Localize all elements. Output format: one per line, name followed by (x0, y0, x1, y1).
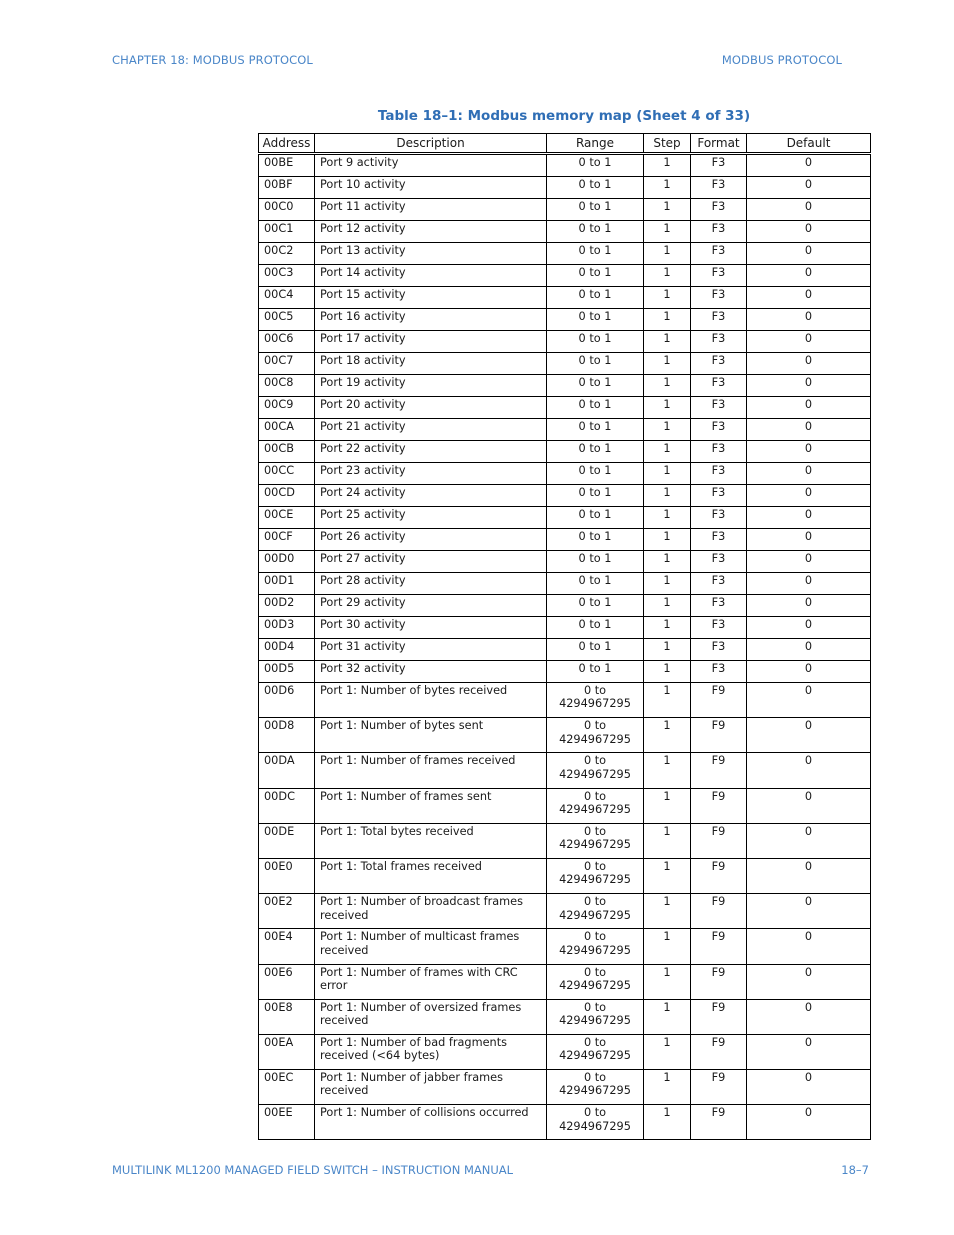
cell-description: Port 24 activity (315, 485, 547, 507)
cell-address: 00E6 (259, 964, 315, 999)
cell-default: 0 (747, 1070, 871, 1105)
cell-address: 00EA (259, 1034, 315, 1069)
cell-format: F3 (691, 595, 747, 617)
cell-address: 00E2 (259, 894, 315, 929)
column-header-step: Step (644, 134, 691, 154)
cell-description: Port 1: Number of jabber frames received (315, 1070, 547, 1105)
table-row (259, 199, 871, 221)
table-row (259, 964, 871, 999)
table-row (259, 1105, 871, 1140)
cell-range: 0 to 1 (547, 375, 644, 397)
cell-range: 0 to 4294967295 (547, 683, 644, 718)
running-header-chapter: CHAPTER 18: MODBUS PROTOCOL (112, 53, 313, 67)
cell-default: 0 (747, 154, 871, 177)
cell-description: Port 14 activity (315, 265, 547, 287)
cell-address: 00EE (259, 1105, 315, 1140)
cell-default: 0 (747, 999, 871, 1034)
table-row (259, 265, 871, 287)
cell-address: 00C0 (259, 199, 315, 221)
cell-address: 00EC (259, 1070, 315, 1105)
cell-description: Port 30 activity (315, 617, 547, 639)
cell-format: F3 (691, 353, 747, 375)
table-header-row (259, 134, 871, 154)
table-row (259, 154, 871, 177)
cell-description: Port 1: Number of bytes received (315, 683, 547, 718)
cell-format: F9 (691, 1034, 747, 1069)
cell-format: F3 (691, 529, 747, 551)
cell-range: 0 to 1 (547, 617, 644, 639)
cell-step: 1 (644, 788, 691, 823)
cell-address: 00C4 (259, 287, 315, 309)
cell-address: 00D8 (259, 718, 315, 753)
table-row (259, 507, 871, 529)
cell-step: 1 (644, 573, 691, 595)
cell-default: 0 (747, 1034, 871, 1069)
table-row (259, 788, 871, 823)
cell-format: F3 (691, 154, 747, 177)
cell-step: 1 (644, 154, 691, 177)
cell-step: 1 (644, 595, 691, 617)
cell-format: F3 (691, 331, 747, 353)
cell-description: Port 1: Number of frames with CRC error (315, 964, 547, 999)
cell-range: 0 to 1 (547, 177, 644, 199)
cell-format: F3 (691, 485, 747, 507)
cell-description: Port 11 activity (315, 199, 547, 221)
cell-default: 0 (747, 243, 871, 265)
cell-address: 00CB (259, 441, 315, 463)
cell-description: Port 13 activity (315, 243, 547, 265)
cell-address: 00DE (259, 823, 315, 858)
cell-default: 0 (747, 397, 871, 419)
cell-default: 0 (747, 309, 871, 331)
cell-address: 00D2 (259, 595, 315, 617)
table-row (259, 823, 871, 858)
cell-format: F9 (691, 929, 747, 964)
cell-default: 0 (747, 683, 871, 718)
table-row (259, 683, 871, 718)
cell-default: 0 (747, 964, 871, 999)
cell-address: 00BF (259, 177, 315, 199)
cell-description: Port 27 activity (315, 551, 547, 573)
cell-description: Port 32 activity (315, 661, 547, 683)
cell-address: 00C9 (259, 397, 315, 419)
table-row (259, 177, 871, 199)
cell-description: Port 9 activity (315, 154, 547, 177)
cell-format: F3 (691, 397, 747, 419)
cell-address: 00BE (259, 154, 315, 177)
cell-range: 0 to 4294967295 (547, 964, 644, 999)
cell-description: Port 23 activity (315, 463, 547, 485)
cell-range: 0 to 4294967295 (547, 894, 644, 929)
cell-step: 1 (644, 221, 691, 243)
cell-range: 0 to 1 (547, 639, 644, 661)
column-header-default: Default (747, 134, 871, 154)
cell-format: F9 (691, 823, 747, 858)
cell-step: 1 (644, 1034, 691, 1069)
cell-step: 1 (644, 1105, 691, 1140)
cell-address: 00C3 (259, 265, 315, 287)
table-row (259, 353, 871, 375)
column-header-description: Description (315, 134, 547, 154)
table-row (259, 551, 871, 573)
cell-format: F3 (691, 309, 747, 331)
cell-step: 1 (644, 1070, 691, 1105)
cell-address: 00DA (259, 753, 315, 788)
cell-format: F3 (691, 221, 747, 243)
cell-default: 0 (747, 375, 871, 397)
cell-default: 0 (747, 894, 871, 929)
cell-step: 1 (644, 929, 691, 964)
cell-step: 1 (644, 199, 691, 221)
cell-step: 1 (644, 823, 691, 858)
cell-default: 0 (747, 823, 871, 858)
table-row (259, 529, 871, 551)
cell-description: Port 19 activity (315, 375, 547, 397)
cell-range: 0 to 1 (547, 353, 644, 375)
cell-default: 0 (747, 551, 871, 573)
cell-range: 0 to 4294967295 (547, 1105, 644, 1140)
cell-range: 0 to 1 (547, 441, 644, 463)
cell-address: 00E0 (259, 858, 315, 893)
cell-default: 0 (747, 617, 871, 639)
cell-address: 00C7 (259, 353, 315, 375)
cell-range: 0 to 4294967295 (547, 999, 644, 1034)
table-row (259, 309, 871, 331)
cell-range: 0 to 1 (547, 551, 644, 573)
table-row (259, 718, 871, 753)
cell-range: 0 to 1 (547, 309, 644, 331)
cell-range: 0 to 1 (547, 199, 644, 221)
cell-default: 0 (747, 661, 871, 683)
cell-address: 00C1 (259, 221, 315, 243)
cell-default: 0 (747, 199, 871, 221)
cell-step: 1 (644, 287, 691, 309)
cell-address: 00C5 (259, 309, 315, 331)
cell-range: 0 to 4294967295 (547, 823, 644, 858)
cell-step: 1 (644, 243, 691, 265)
cell-description: Port 16 activity (315, 309, 547, 331)
cell-address: 00C6 (259, 331, 315, 353)
cell-format: F3 (691, 661, 747, 683)
cell-range: 0 to 1 (547, 265, 644, 287)
table-body (259, 154, 871, 1140)
cell-step: 1 (644, 551, 691, 573)
cell-default: 0 (747, 463, 871, 485)
cell-address: 00D4 (259, 639, 315, 661)
cell-format: F3 (691, 177, 747, 199)
cell-format: F9 (691, 788, 747, 823)
cell-description: Port 26 activity (315, 529, 547, 551)
cell-default: 0 (747, 507, 871, 529)
cell-description: Port 1: Number of collisions occurred (315, 1105, 547, 1140)
table-row (259, 463, 871, 485)
cell-range: 0 to 1 (547, 243, 644, 265)
running-header-section: MODBUS PROTOCOL (721, 53, 842, 67)
cell-format: F3 (691, 463, 747, 485)
cell-default: 0 (747, 929, 871, 964)
cell-address: 00DC (259, 788, 315, 823)
cell-address: 00E8 (259, 999, 315, 1034)
cell-description: Port 21 activity (315, 419, 547, 441)
cell-format: F3 (691, 419, 747, 441)
cell-description: Port 31 activity (315, 639, 547, 661)
cell-step: 1 (644, 463, 691, 485)
cell-step: 1 (644, 894, 691, 929)
table-row (259, 929, 871, 964)
cell-address: 00D6 (259, 683, 315, 718)
table-row (259, 999, 871, 1034)
cell-format: F3 (691, 441, 747, 463)
cell-address: 00D3 (259, 617, 315, 639)
cell-format: F9 (691, 683, 747, 718)
column-header-format: Format (691, 134, 747, 154)
cell-description: Port 20 activity (315, 397, 547, 419)
cell-format: F3 (691, 507, 747, 529)
footer-page-number: 18–7 (841, 1163, 869, 1177)
table-row (259, 617, 871, 639)
cell-description: Port 1: Number of frames received (315, 753, 547, 788)
cell-range: 0 to 4294967295 (547, 858, 644, 893)
table-row (259, 287, 871, 309)
cell-step: 1 (644, 753, 691, 788)
cell-range: 0 to 1 (547, 463, 644, 485)
cell-default: 0 (747, 441, 871, 463)
cell-format: F3 (691, 265, 747, 287)
cell-format: F9 (691, 964, 747, 999)
table-row (259, 397, 871, 419)
cell-address: 00C2 (259, 243, 315, 265)
cell-default: 0 (747, 353, 871, 375)
table-row (259, 753, 871, 788)
cell-range: 0 to 4294967295 (547, 788, 644, 823)
column-header-range: Range (547, 134, 644, 154)
cell-description: Port 1: Number of bad fragments received (<64 bytes) (315, 1034, 547, 1069)
cell-range: 0 to 4294967295 (547, 1034, 644, 1069)
cell-range: 0 to 1 (547, 331, 644, 353)
cell-default: 0 (747, 331, 871, 353)
cell-range: 0 to 1 (547, 595, 644, 617)
cell-description: Port 17 activity (315, 331, 547, 353)
cell-default: 0 (747, 858, 871, 893)
column-header-address: Address (259, 134, 315, 154)
cell-step: 1 (644, 639, 691, 661)
cell-step: 1 (644, 718, 691, 753)
cell-default: 0 (747, 287, 871, 309)
table-row (259, 1070, 871, 1105)
cell-address: 00E4 (259, 929, 315, 964)
cell-format: F9 (691, 1070, 747, 1105)
table-row (259, 573, 871, 595)
cell-description: Port 1: Number of broadcast frames received (315, 894, 547, 929)
cell-range: 0 to 1 (547, 397, 644, 419)
cell-step: 1 (644, 683, 691, 718)
cell-format: F3 (691, 573, 747, 595)
table-row (259, 331, 871, 353)
cell-format: F3 (691, 551, 747, 573)
cell-default: 0 (747, 265, 871, 287)
cell-address: 00CA (259, 419, 315, 441)
cell-default: 0 (747, 718, 871, 753)
cell-description: Port 18 activity (315, 353, 547, 375)
cell-description: Port 28 activity (315, 573, 547, 595)
cell-format: F3 (691, 199, 747, 221)
cell-step: 1 (644, 529, 691, 551)
table-row (259, 419, 871, 441)
cell-range: 0 to 1 (547, 485, 644, 507)
cell-address: 00CE (259, 507, 315, 529)
cell-step: 1 (644, 485, 691, 507)
table-row (259, 858, 871, 893)
cell-step: 1 (644, 397, 691, 419)
cell-step: 1 (644, 661, 691, 683)
cell-description: Port 10 activity (315, 177, 547, 199)
table-row (259, 894, 871, 929)
cell-description: Port 12 activity (315, 221, 547, 243)
cell-step: 1 (644, 441, 691, 463)
cell-step: 1 (644, 999, 691, 1034)
table-row (259, 375, 871, 397)
cell-default: 0 (747, 639, 871, 661)
cell-step: 1 (644, 309, 691, 331)
cell-default: 0 (747, 753, 871, 788)
table-row (259, 221, 871, 243)
cell-step: 1 (644, 858, 691, 893)
cell-description: Port 1: Number of oversized frames received (315, 999, 547, 1034)
table-row (259, 485, 871, 507)
cell-range: 0 to 1 (547, 661, 644, 683)
cell-default: 0 (747, 221, 871, 243)
cell-default: 0 (747, 595, 871, 617)
table-caption: Table 18–1: Modbus memory map (Sheet 4 of 33) (377, 108, 751, 124)
cell-address: 00CD (259, 485, 315, 507)
table-row (259, 1034, 871, 1069)
cell-step: 1 (644, 964, 691, 999)
cell-default: 0 (747, 529, 871, 551)
cell-step: 1 (644, 353, 691, 375)
cell-address: 00CC (259, 463, 315, 485)
cell-step: 1 (644, 265, 691, 287)
modbus-memory-map-table (258, 133, 871, 1140)
cell-format: F3 (691, 287, 747, 309)
cell-format: F9 (691, 858, 747, 893)
cell-range: 0 to 1 (547, 573, 644, 595)
cell-format: F9 (691, 999, 747, 1034)
cell-default: 0 (747, 788, 871, 823)
cell-range: 0 to 1 (547, 221, 644, 243)
cell-description: Port 25 activity (315, 507, 547, 529)
cell-default: 0 (747, 485, 871, 507)
table-row (259, 441, 871, 463)
cell-range: 0 to 4294967295 (547, 1070, 644, 1105)
table-row (259, 661, 871, 683)
cell-step: 1 (644, 419, 691, 441)
cell-format: F9 (691, 894, 747, 929)
footer-manual-title: MULTILINK ML1200 MANAGED FIELD SWITCH – INSTRUCTION MANUAL (112, 1163, 514, 1177)
cell-format: F9 (691, 1105, 747, 1140)
cell-description: Port 1: Number of frames sent (315, 788, 547, 823)
cell-default: 0 (747, 177, 871, 199)
cell-description: Port 15 activity (315, 287, 547, 309)
cell-step: 1 (644, 331, 691, 353)
cell-range: 0 to 4294967295 (547, 753, 644, 788)
cell-description: Port 29 activity (315, 595, 547, 617)
cell-range: 0 to 1 (547, 507, 644, 529)
cell-step: 1 (644, 375, 691, 397)
cell-address: 00D1 (259, 573, 315, 595)
cell-format: F3 (691, 243, 747, 265)
cell-default: 0 (747, 573, 871, 595)
table-row (259, 595, 871, 617)
cell-range: 0 to 4294967295 (547, 929, 644, 964)
cell-description: Port 1: Number of multicast frames received (315, 929, 547, 964)
cell-step: 1 (644, 177, 691, 199)
cell-range: 0 to 1 (547, 154, 644, 177)
cell-address: 00D5 (259, 661, 315, 683)
cell-format: F9 (691, 718, 747, 753)
cell-format: F3 (691, 617, 747, 639)
cell-step: 1 (644, 507, 691, 529)
cell-format: F9 (691, 753, 747, 788)
cell-description: Port 22 activity (315, 441, 547, 463)
cell-range: 0 to 1 (547, 419, 644, 441)
cell-address: 00C8 (259, 375, 315, 397)
cell-description: Port 1: Number of bytes sent (315, 718, 547, 753)
cell-address: 00CF (259, 529, 315, 551)
cell-default: 0 (747, 419, 871, 441)
cell-address: 00D0 (259, 551, 315, 573)
cell-description: Port 1: Total bytes received (315, 823, 547, 858)
cell-format: F3 (691, 375, 747, 397)
cell-range: 0 to 1 (547, 529, 644, 551)
table-row (259, 243, 871, 265)
cell-range: 0 to 1 (547, 287, 644, 309)
table-row (259, 639, 871, 661)
cell-range: 0 to 4294967295 (547, 718, 644, 753)
cell-description: Port 1: Total frames received (315, 858, 547, 893)
cell-step: 1 (644, 617, 691, 639)
cell-default: 0 (747, 1105, 871, 1140)
cell-format: F3 (691, 639, 747, 661)
